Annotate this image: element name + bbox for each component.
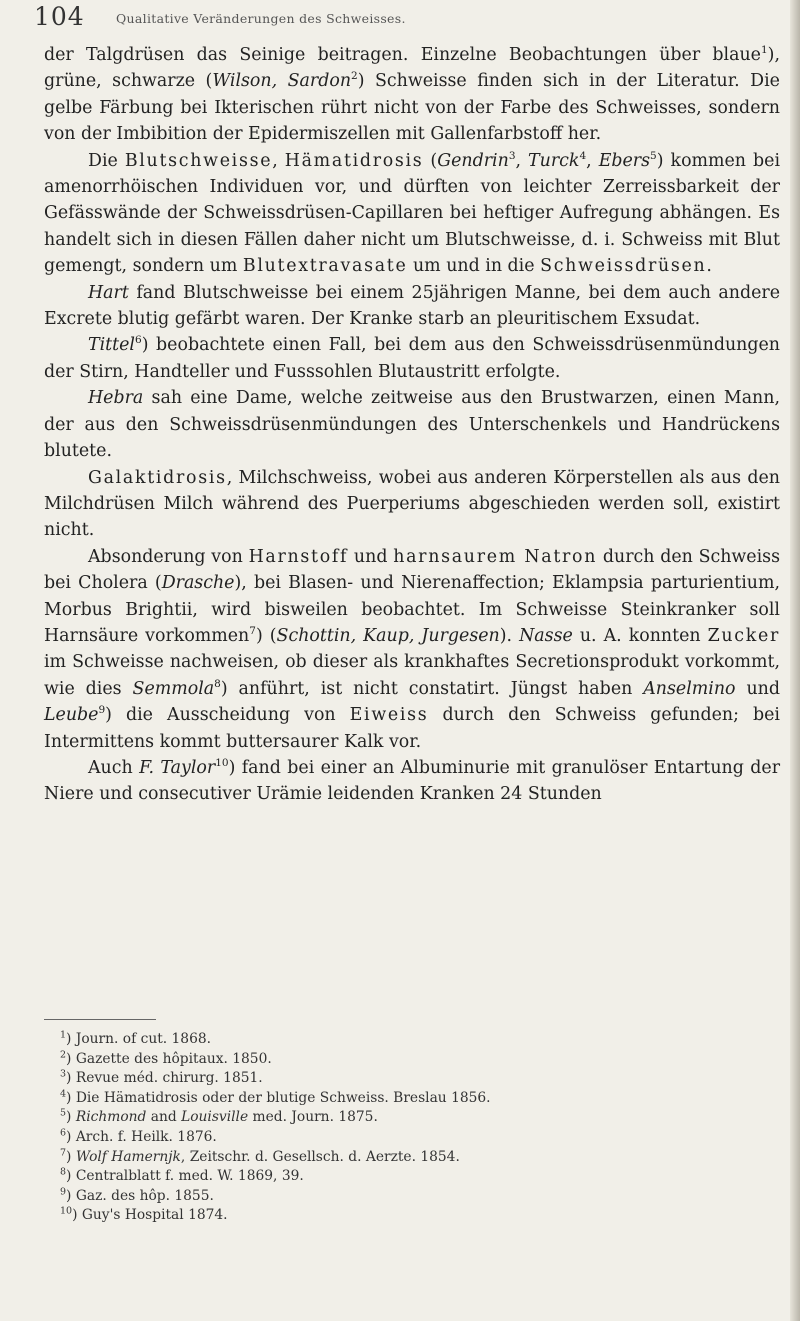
italic-name: Drasche: [161, 573, 235, 594]
spaced-term: Eiweiss: [349, 705, 429, 726]
text-run: und: [348, 546, 394, 567]
text-run: ,: [515, 150, 529, 171]
text-run: ,: [586, 150, 599, 171]
footnote-ref: 10: [215, 757, 229, 770]
footnote-ref: 5: [650, 149, 657, 162]
footnote-paren: ): [66, 1031, 76, 1047]
footnote-ref: 9: [98, 704, 106, 717]
text-run: Die Hämatidrosis oder der blutige Schweiss. Breslau 1856.: [75, 1089, 491, 1106]
running-title: Qualitative Veränderungen des Schweisses.: [116, 11, 406, 26]
footnote: [60, 1050, 760, 1070]
italic-name: Hebra: [88, 388, 144, 409]
footnote-paren: ): [66, 1187, 76, 1204]
italic-name: Leube: [44, 705, 99, 726]
footnote-ref: 2: [351, 70, 358, 83]
text-run: Revue méd. chirurg. 1851.: [75, 1070, 263, 1087]
text-run: ) beobachtete einen Fall, bei dem aus den Schweissdrüsenmündungen der Stirn, Handteller und Fusssohlen Blutaustritt erfolgte.: [44, 335, 780, 382]
spaced-term: Blutschweisse: [124, 150, 273, 171]
paragraph: [44, 465, 780, 544]
italic-name: Anselmino: [643, 678, 736, 699]
text-run: der Talgdrüsen das Seinige beitragen. Einzelne Beobachtungen über blaue: [44, 45, 761, 65]
footnote-paren: ): [66, 1128, 76, 1145]
paragraph: [44, 332, 780, 385]
spaced-term: Zucker: [707, 625, 780, 646]
footnote-paren: ): [72, 1207, 82, 1224]
footnote-number: 7: [60, 1146, 67, 1158]
text-run: Auch: [88, 757, 140, 778]
spaced-term: Galaktidrosis: [88, 467, 227, 488]
footnote-number: 8: [60, 1166, 67, 1178]
text-run: Gaz. des hôp. 1855.: [75, 1187, 214, 1204]
italic-name: Wolf Hamernjk: [75, 1148, 181, 1165]
spaced-term: Hämatidrosis: [284, 150, 424, 171]
footnote-number: 9: [60, 1186, 67, 1198]
footnote-number: 2: [60, 1049, 67, 1060]
text-run: Centralblatt f. med. W. 1869, 39.: [75, 1168, 304, 1185]
paragraph: [44, 755, 780, 808]
footnote-paren: ): [66, 1089, 76, 1106]
page-header: [34, 2, 774, 36]
text-run: ), grüne, schwarze (: [44, 45, 780, 92]
footnote-ref: 4: [579, 149, 587, 162]
paragraph: [44, 148, 780, 280]
text-run: Die: [88, 150, 125, 171]
footnote-paren: ): [66, 1050, 76, 1067]
footnote-number: 3: [60, 1068, 67, 1080]
text-run: durch den Schweiss bei Cholera (: [44, 546, 781, 594]
text-run: and: [146, 1109, 182, 1126]
text-run: med. Journ. 1875.: [248, 1109, 378, 1126]
footnote: [60, 1206, 760, 1226]
footnote: [60, 1108, 760, 1128]
footnote: [60, 1187, 760, 1207]
footnote: [60, 1128, 760, 1148]
paragraph: [44, 544, 780, 755]
text-run: , Zeitschr. d. Gesellsch. d. Aerzte. 1854.: [180, 1148, 460, 1165]
footnote-ref: 7: [249, 625, 256, 638]
text-run: ).: [499, 625, 520, 646]
footnote-separator: [44, 1019, 156, 1020]
page-number: 104: [34, 2, 85, 31]
text-run: im Schweisse nachweisen, ob dieser als krankhaftes Secretionsprodukt vorkommt, wie dies: [44, 652, 780, 699]
italic-name: Semmola: [132, 678, 215, 699]
text-run: Absonderung von: [88, 546, 249, 567]
footnote-number: 4: [60, 1088, 67, 1100]
italic-name: Nasse: [519, 625, 573, 646]
footnote: [60, 1089, 760, 1109]
page-edge: [790, 0, 800, 1321]
text-run: (: [423, 150, 438, 171]
spaced-term: Harnstoff: [248, 546, 349, 567]
footnote-ref: 1: [760, 44, 768, 57]
text-run: u. A. konnten: [572, 625, 708, 646]
footnote-ref: 6: [135, 334, 142, 347]
text-run: ,: [272, 150, 285, 171]
footnotes: [60, 1030, 760, 1226]
text-run: ) kommen bei amenorrhöischen Individuen vor, und dürften von leichter Zerreissbarkeit der Gefässwände der Schweissdrüsen-Capillaren bei heftiger Aufregung abhängen. Es handelt sich in diesen Fällen daher nicht um Blutschweisse, d. i. Schweiss mit Blut gemengt, sondern um: [44, 150, 781, 277]
text-run: ) die Ausscheidung von: [105, 705, 350, 726]
text-run: und: [735, 678, 780, 699]
text-run: fand Blutschweisse bei einem 25jährigen Manne, bei dem auch andere Excrete blutig gefärbt waren. Der Kranke starb an pleuritischem Exsudat.: [44, 282, 780, 330]
text-run: ) (: [255, 625, 277, 646]
footnote: [60, 1030, 760, 1050]
text-run: Journ. of cut. 1868.: [75, 1031, 212, 1047]
spaced-term: Schweissdrüsen: [540, 256, 707, 277]
italic-name: Tittel: [88, 335, 135, 356]
paragraph: [44, 42, 780, 148]
italic-name: Gendrin: [437, 150, 509, 171]
footnote: [60, 1069, 760, 1089]
footnote-paren: ): [66, 1070, 76, 1087]
paragraph: [44, 385, 780, 464]
paragraph: [44, 280, 780, 333]
footnote-number: 5: [60, 1107, 67, 1119]
footnote-number: 1: [60, 1029, 67, 1041]
footnote: [60, 1167, 760, 1187]
footnote-paren: ): [66, 1168, 76, 1185]
text-run: .: [706, 256, 712, 277]
spaced-term: Blutextravasate: [242, 256, 408, 277]
text-run: Arch. f. Heilk. 1876.: [75, 1128, 217, 1145]
footnote-paren: ): [66, 1148, 76, 1165]
text-run: ), bei Blasen- und Nierenaffection; Eklampsia parturientium, Morbus Brightii, wird bisweilen beobachtet. Im Schweisse Steinkranker soll Harnsäure vorkommen: [44, 573, 780, 646]
footnote-ref: 8: [214, 677, 221, 690]
text-run: um und in die: [407, 256, 541, 277]
text-run: ) anführt, ist nicht constatirt. Jüngst haben: [220, 678, 644, 699]
italic-name: Wilson, Sardon: [212, 71, 352, 92]
text-run: , Milchschweiss, wobei aus anderen Körperstellen als aus den Milchdrüsen Milch während des Puerperiums abgeschieden werden soll, existirt nicht.: [44, 467, 780, 541]
text-run: ) Schweisse finden sich in der Literatur. Die gelbe Färbung bei Ikterischen rührt nicht von der Farbe des Schweisses, sondern von der Imbibition der Epidermiszellen mit Gallenfarbstoff her.: [44, 71, 780, 145]
footnote-number: 6: [60, 1127, 67, 1139]
italic-name: Hart: [88, 282, 129, 303]
footnote-ref: 3: [508, 149, 516, 162]
footnote-number: 10: [60, 1205, 73, 1217]
body-text: [44, 42, 780, 808]
footnote: [60, 1148, 760, 1168]
italic-name: Turck: [528, 150, 580, 171]
footnote-paren: ): [66, 1109, 76, 1126]
italic-name: Richmond: [75, 1109, 147, 1126]
text-run: ) fand bei einer an Albuminurie mit granulöser Entartung der Niere und consecutiver Urämie leidenden Kranken 24 Stunden: [44, 757, 781, 805]
text-run: durch den Schweiss gefunden; bei Intermittens kommt buttersaurer Kalk vor.: [44, 705, 780, 752]
italic-name: F. Taylor: [139, 757, 216, 778]
italic-name: Louisville: [181, 1109, 249, 1126]
spaced-term: harnsaurem Natron: [393, 546, 598, 567]
text-run: sah eine Dame, welche zeitweise aus den Brustwarzen, einen Mann, der aus den Schweissdrüsenmündungen des Unterschenkels und Handrückens blutete.: [44, 388, 780, 462]
italic-name: Ebers: [598, 150, 651, 171]
text-run: Gazette des hôpitaux. 1850.: [75, 1050, 272, 1067]
text-run: Guy's Hospital 1874.: [81, 1207, 228, 1224]
italic-name: Schottin, Kaup, Jurgesen: [276, 625, 500, 646]
